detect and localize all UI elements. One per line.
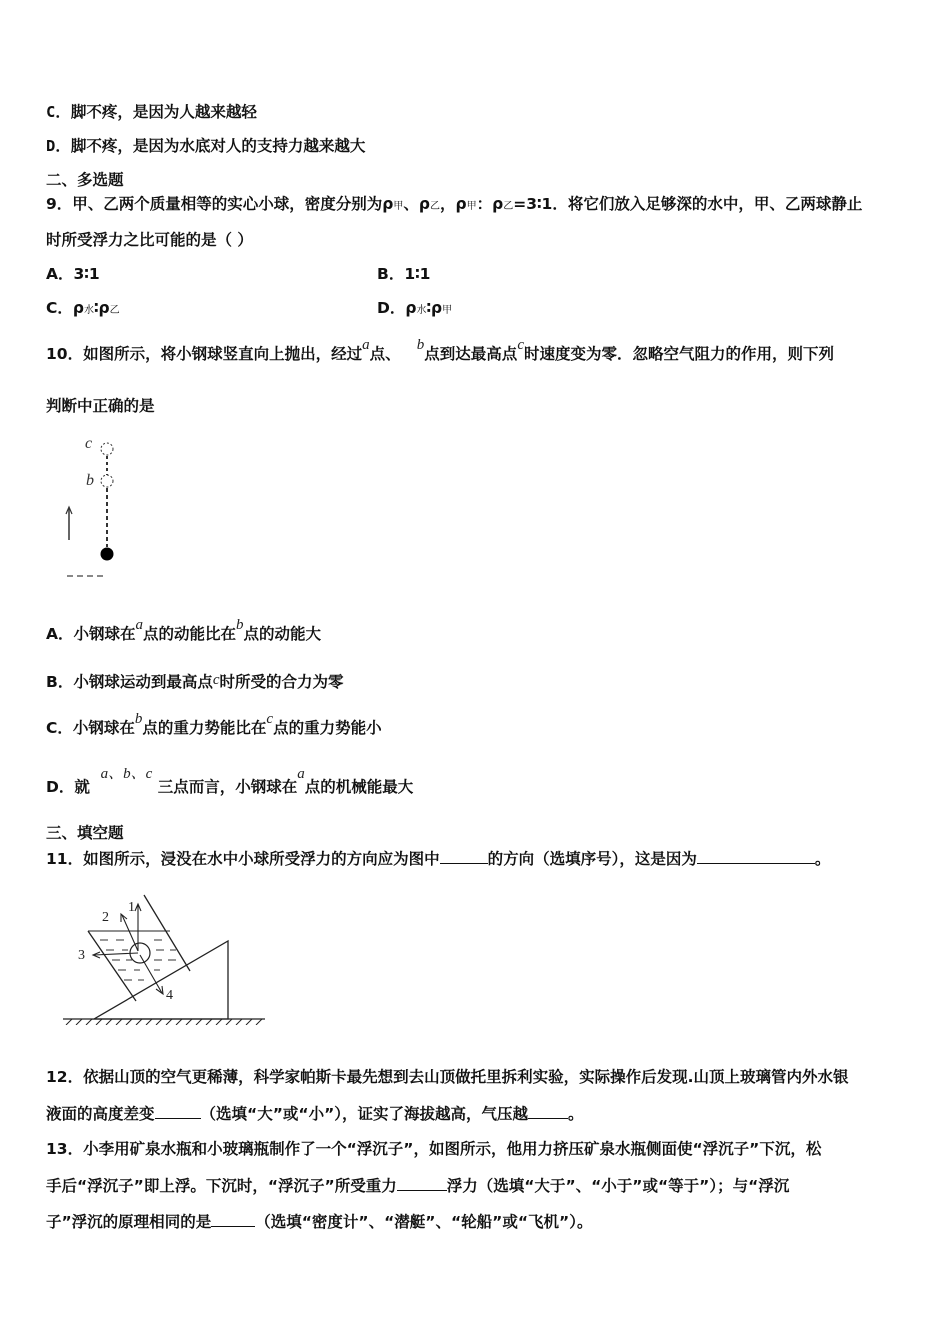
q11-stem: 11．如图所示，浸没在水中小球所受浮力的方向应为图中 的方向（选填序号），这是因为 。 [46, 850, 831, 868]
q8-option-c: C．脚不疼，是因为人越来越轻 [46, 103, 257, 121]
q9-option-c: C．ρ水∶ρ乙 [46, 299, 120, 317]
q10-option-a: A．小钢球在a点的动能比在b点的动能大 [46, 617, 322, 643]
fig-label-c: c [85, 435, 93, 452]
q13-stem-line1: 13．小李用矿泉水瓶和小玻璃瓶制作了一个“浮沉子”，如图所示，他用力挤压矿泉水瓶侧面使“浮沉子”下沉，松 [46, 1140, 822, 1158]
arrow-label-3: 3 [78, 948, 85, 963]
arrow-label-2: 2 [102, 910, 109, 925]
section-title-fill-blank: 三、填空题 [46, 824, 124, 842]
arrow-label-1: 1 [128, 900, 135, 915]
q10-figure-ball-trajectory [55, 430, 145, 580]
q10-option-d: D．就 a、b、c 三点而言，小钢球在a点的机械能最大 [46, 766, 414, 796]
section-title-multiple-choice: 二、多选题 [46, 171, 124, 189]
q9-stem-line1: 9．甲、乙两个质量相等的实心小球，密度分别为ρ甲、ρ乙，ρ甲：ρ乙=3∶1．将它们放入足够深的水中，甲、乙两球静止 [46, 195, 863, 213]
arrow-label-4: 4 [166, 988, 173, 1003]
fig-label-b: b [86, 472, 94, 489]
q9-stem-line2: 时所受浮力之比可能的是（ ） [46, 231, 253, 249]
ball-position-c [101, 443, 113, 455]
steel-ball [101, 548, 114, 561]
arrow-2 [122, 915, 138, 951]
q9-option-d: D．ρ水∶ρ甲 [377, 299, 453, 317]
q13-stem-line3: 子”浮沉的原理相同的是 （选填“密度计”、“潜艇”、“轮船”或“飞机”）。 [46, 1213, 593, 1231]
q9-option-b: B．1∶1 [377, 265, 431, 283]
q12-stem-line1: 12．依据山顶的空气更稀薄，科学家帕斯卡最先想到去山顶做托里拆利实验，实际操作后发现.山顶上玻璃管内外水银 [46, 1068, 849, 1086]
q10-stem-line2: 判断中正确的是 [46, 397, 155, 415]
q13-stem-line2: 手后“浮沉子”即上浮。下沉时，“浮沉子”所受重力 浮力（选填“大于”、“小于”或“等于”）；与“浮沉 [46, 1177, 790, 1195]
arrow-4 [140, 955, 162, 993]
q9-option-a: A．3∶1 [46, 265, 100, 283]
q12-stem-line2: 液面的高度差变 （选填“大”或“小”），证实了海拔越高，气压越 。 [46, 1105, 584, 1123]
q10-option-b: B．小钢球运动到最高点c时所受的合力为零 [46, 672, 344, 691]
q10-stem-line1: 10．如图所示，将小钢球竖直向上抛出，经过a点、 b点到达最高点c时速度变为零．忽略空气阻力的作用，则下列 [46, 337, 834, 363]
ball-position-b [101, 475, 113, 487]
q11-figure-buoyancy-incline [58, 893, 270, 1025]
q8-option-d: D．脚不疼，是因为水底对人的支持力越来越大 [46, 137, 366, 155]
q10-option-c: C．小钢球在b点的重力势能比在c点的重力势能小 [46, 711, 382, 737]
incline [94, 941, 228, 1019]
